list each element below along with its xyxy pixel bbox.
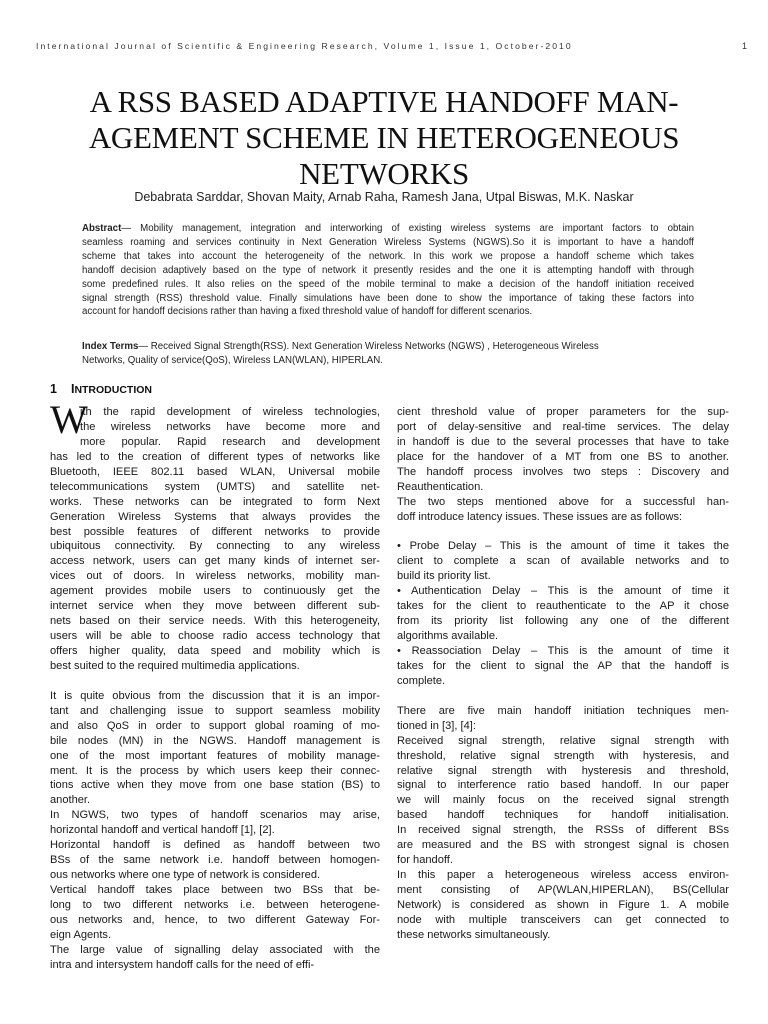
text-line: tioned in [3], [4]: xyxy=(397,719,476,732)
abstract-line: scheme that takes into account the heterogeneity of the network. In this work we propose a handoff scheme which takes xyxy=(82,250,694,262)
text-line: There are five main handoff initiation techniques men- xyxy=(397,704,729,717)
text-line: signal to interference ratio based handoff. In our paper xyxy=(397,779,729,792)
text-line: client to complete a scan of available networks and to xyxy=(397,555,729,568)
abstract-line xyxy=(82,222,694,236)
text-line: from its priority list following any one of the different xyxy=(397,615,729,628)
text-line: telecommunications system (UMTS) and satellite net- xyxy=(50,480,380,493)
section-title-initial: I xyxy=(70,382,75,396)
text-line: ous networks where one type of network is considered. xyxy=(50,869,321,882)
page-number: 1 xyxy=(742,41,748,51)
text-line: intra and intersystem handoff calls for the need of effi- xyxy=(50,958,315,971)
index-terms-line: Networks, Quality of service(QoS), Wireless LAN(WLAN), HIPERLAN. xyxy=(82,354,383,366)
text-line: access network, users can get many kinds of internet ser- xyxy=(50,555,380,568)
text-line: in handoff is due to the several processes that have to take xyxy=(397,435,729,448)
text-line: works. These networks can be integrated to form Next xyxy=(50,495,380,508)
text-line: takes for the client to signal the AP that the handoff is xyxy=(397,659,729,672)
authors: Debabrata Sarddar, Shovan Maity, Arnab Raha, Ramesh Jana, Utpal Biswas, M.K. Naskar xyxy=(134,190,634,204)
abstract-line: account for handoff decisions rather than having a fixed threshold value of handoff for different scenarios. xyxy=(82,306,533,318)
abstract-line: handoff decision adaptively based on the type of network it presently resides and the one it is attempting handoff with through xyxy=(82,264,694,276)
drop-cap: W xyxy=(50,397,88,442)
text-line: and also QoS in order to support global roaming of mo- xyxy=(50,719,380,732)
text-line: users will be able to choose radio access technology that xyxy=(50,630,380,643)
index-terms-dash: — xyxy=(138,341,151,352)
text-line: ment consisting of AP(WLAN,HIPERLAN), BS(Cellular xyxy=(397,884,729,896)
text-line: algorithms available. xyxy=(397,630,499,643)
text-line: Bluetooth, IEEE 802.11 based WLAN, Universal mobile xyxy=(50,465,380,478)
section-number: 1 xyxy=(50,382,57,396)
abstract-line: signal strength (RSS) threshold value. Finally simulations have been done to show the importance of taking these factors into xyxy=(82,292,694,304)
text-line: • Reassociation Delay – This is the amount of time it xyxy=(397,645,729,657)
text-line: ment. It is the process by which users keep their connec- xyxy=(50,764,380,777)
text-line: one of the most important features of mobility manage- xyxy=(50,749,380,762)
text-line: ith the rapid development of wireless technologies, xyxy=(80,406,380,418)
text-line: best suited to the required multimedia applications. xyxy=(50,659,300,672)
section-heading xyxy=(50,382,152,396)
text-line: threshold, relative signal strength with hysteresis, and xyxy=(397,749,729,762)
text-line: internet service when they move between different sub- xyxy=(50,600,380,613)
text-line: complete. xyxy=(397,674,446,687)
index-terms xyxy=(82,340,694,368)
text-line: Generation Wireless Systems that always provides the xyxy=(50,510,380,523)
text-line: tions active when they move from one base station (BS) to xyxy=(50,779,380,792)
left-column xyxy=(50,397,380,973)
section-title-rest: NTRODUCTION xyxy=(74,384,153,396)
text-line: these networks simultaneously. xyxy=(397,928,551,941)
text-line: vices out of doors. In wireless networks, mobility man- xyxy=(50,570,380,583)
text-line: BSs of the same network i.e. handoff between homogen- xyxy=(50,854,380,867)
text-line: doff introduce latency issues. These issues are as follows: xyxy=(397,510,683,523)
text-line: Horizontal handoff is defined as handoff between two xyxy=(50,839,380,852)
text-line: The two steps mentioned above for a successful han- xyxy=(397,495,729,508)
text-line: we will mainly focus on the received signal strength xyxy=(397,794,729,807)
text-line: port of delay-sensitive and real-time services. The delay xyxy=(397,420,729,433)
text-line: the wireless networks have become more and xyxy=(80,420,380,433)
blank-line xyxy=(397,689,729,704)
text-line: more popular. Rapid research and development xyxy=(80,435,380,448)
text-line: Reauthentication. xyxy=(397,480,484,493)
text-line: • Probe Delay – This is the amount of time it takes the xyxy=(397,540,729,553)
right-column xyxy=(397,405,729,943)
title-line: A RSS BASED ADAPTIVE HANDOFF MAN- xyxy=(89,84,679,119)
text-line: bile nodes (MN) in the NGWS. Handoff management is xyxy=(50,734,380,747)
text-line: In this paper a heterogeneous wireless access environ- xyxy=(397,869,729,882)
text-line: agement provides mobile users to continuously get the xyxy=(50,585,380,598)
running-head: International Journal of Scientific & Engineering Research, Volume 1, Issue 1, October-2010 xyxy=(36,41,573,51)
text-line: Received signal strength, relative signal strength with xyxy=(397,734,729,747)
index-terms-label: Index Terms xyxy=(82,341,139,352)
text-line: In received signal strength, the RSSs of different BSs xyxy=(397,824,729,837)
index-terms-text: Received Signal Strength(RSS). Next Generation Wireless Networks (NGWS) , Heterogeneous Wireless xyxy=(150,341,599,352)
text-line: for handoff. xyxy=(397,854,453,867)
text-line: another. xyxy=(50,794,91,807)
blank-line xyxy=(397,525,729,540)
text-line: The handoff process involves two steps : Discovery and xyxy=(397,465,729,478)
abstract-text: Mobility management, integration and interworking of existing wireless systems are important factors to obtain xyxy=(140,223,694,234)
text-line: has led to the creation of different types of networks like xyxy=(50,450,380,463)
abstract-label: Abstract xyxy=(82,223,122,234)
text-line: place for the handover of a MT from one BS to another. xyxy=(397,450,729,463)
text-line: horizontal handoff and vertical handoff [1], [2]. xyxy=(50,824,275,837)
text-line: node with multiple transceivers can get connected to xyxy=(397,913,729,926)
text-line: In NGWS, two types of handoff scenarios may arise, xyxy=(50,809,380,822)
text-line: Network) is considered as shown in Figure 1. A mobile xyxy=(397,898,729,911)
text-line: based handoff techniques for handoff initialisation. xyxy=(397,809,729,822)
blank-line xyxy=(50,674,380,689)
text-line: eign Agents. xyxy=(50,928,112,941)
text-line: relative signal strength with hysteresis and threshold, xyxy=(397,764,729,777)
text-line: cient threshold value of proper parameters for the sup- xyxy=(397,406,729,418)
abstract-dash: — xyxy=(121,223,141,234)
text-line: offers higher quality, data speed and mobility which is xyxy=(50,645,380,657)
index-terms-line xyxy=(82,340,694,354)
text-line: long to two different networks i.e. between heterogene- xyxy=(50,898,380,911)
text-line: ubiquitous connectivity. By connecting to any wireless xyxy=(50,540,380,553)
abstract-line: some predefined rules. It also relies on the speed of the mobile terminal to make a decision of the handoff initiation received xyxy=(82,278,694,290)
text-line: are measured and the BS with strongest signal is chosen xyxy=(397,839,729,852)
paper-title xyxy=(0,84,768,192)
text-line: takes for the client to reauthenticate to the AP it chose xyxy=(397,600,729,613)
text-line: It is quite obvious from the discussion that it is an impor- xyxy=(50,689,380,702)
abstract-line: seamless roaming and services continuity in Next Generation Wireless Systems (NGWS).So it is important to have a handoff xyxy=(82,236,694,248)
text-line: ous networks and, hence, to two different Gateway For- xyxy=(50,913,380,926)
title-line: NETWORKS xyxy=(299,156,469,191)
text-line: • Authentication Delay – This is the amount of time it xyxy=(397,585,729,598)
text-line: tant and challenging issue to support seamless mobility xyxy=(50,704,380,717)
title-line: AGEMENT SCHEME IN HETEROGENEOUS xyxy=(88,120,680,155)
text-line: best possible features of different networks to provide xyxy=(50,525,380,538)
abstract xyxy=(82,222,694,319)
text-line: build its priority list. xyxy=(397,570,491,583)
text-line: Vertical handoff takes place between two BSs that be- xyxy=(50,884,380,896)
text-line: The large value of signalling delay associated with the xyxy=(50,943,380,956)
text-line: nets based on their service needs. With this heterogeneity, xyxy=(50,615,380,628)
